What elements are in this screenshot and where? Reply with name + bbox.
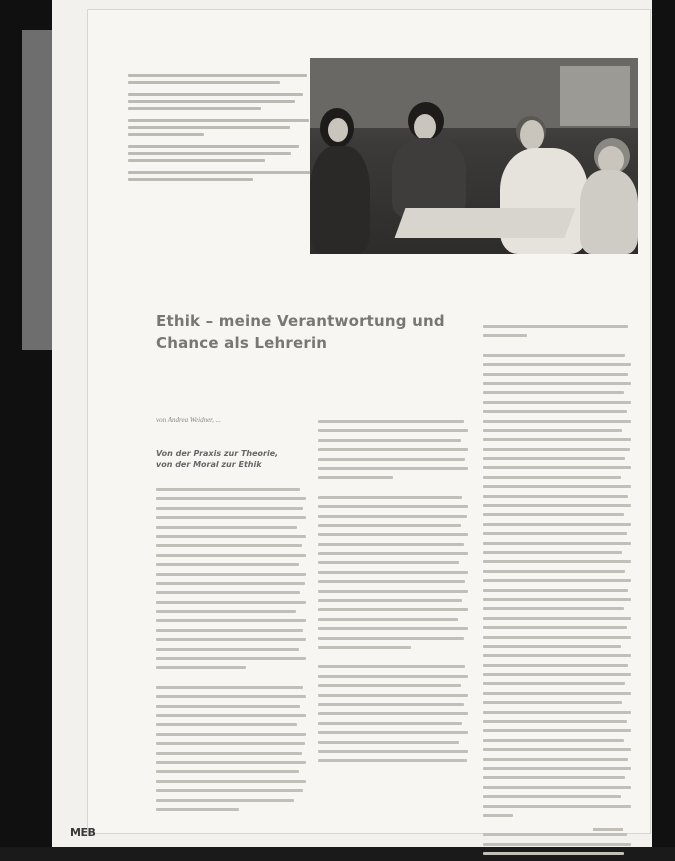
caption-item xyxy=(128,171,318,181)
caption-item xyxy=(128,145,318,162)
article-title xyxy=(156,310,486,354)
photo-window xyxy=(560,66,630,126)
caption-item xyxy=(128,93,318,110)
caption-item xyxy=(128,119,318,136)
body-column-1 xyxy=(156,488,306,817)
subheading-line-1: Von der Praxis zur Theorie, xyxy=(156,449,279,458)
caption-item xyxy=(128,74,318,84)
body-column-2 xyxy=(318,420,468,769)
body-column-3 xyxy=(483,325,631,861)
article-title-line-1: Ethik – meine Verantwortung und xyxy=(156,312,445,330)
subheading-line-2: von der Moral zur Ethik xyxy=(156,460,262,469)
scan-left-edge xyxy=(0,0,52,847)
publisher-logo: MEB xyxy=(70,826,96,839)
section-subheading xyxy=(156,448,316,470)
article-title-line-2: Chance als Lehrerin xyxy=(156,334,328,352)
photo-caption-sidebar xyxy=(128,66,318,190)
photo-table xyxy=(395,208,576,238)
article-byline: von Andrea Weidner, ... xyxy=(156,416,221,424)
scan-right-edge xyxy=(652,0,675,847)
scan-left-shadow xyxy=(22,30,52,350)
magazine-page xyxy=(88,10,650,833)
folio-line xyxy=(593,828,623,831)
classroom-photo xyxy=(310,58,638,254)
